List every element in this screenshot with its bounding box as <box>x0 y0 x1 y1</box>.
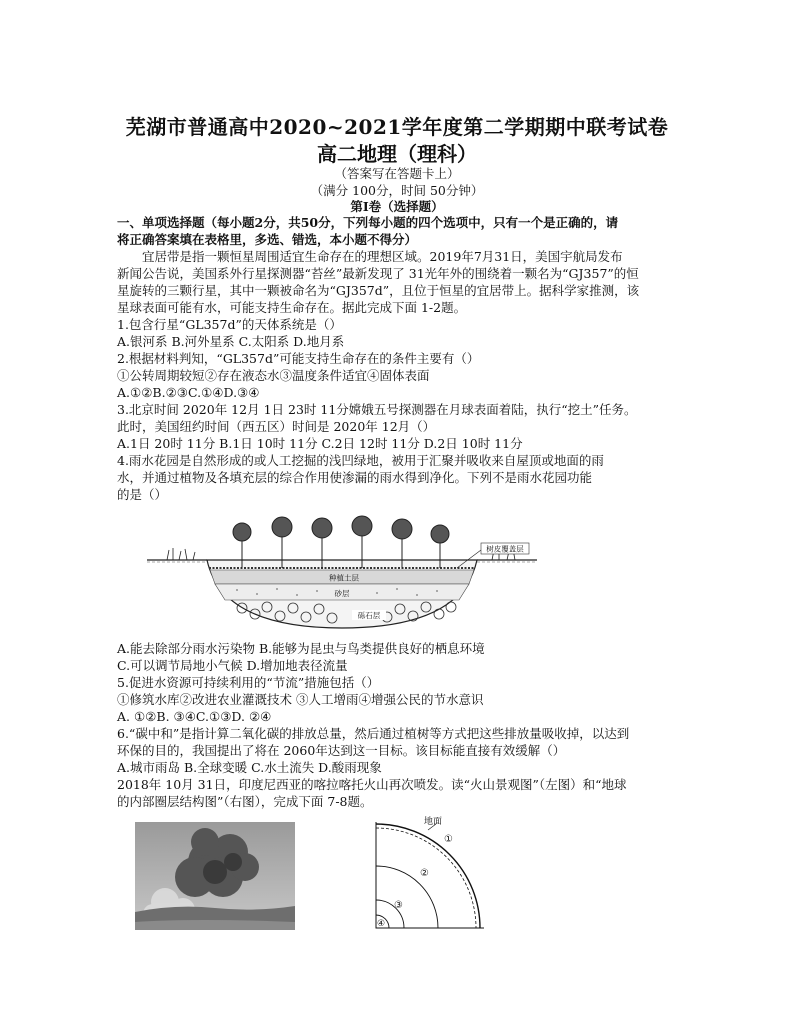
section-heading-line2: 将正确答案填在表格里，多选、错选，本小题不得分） <box>117 232 418 247</box>
q5-stem: 5.促进水资源可持续利用的“节流”措施包括（） <box>117 675 380 690</box>
plant-soil-label: 种植土层 <box>329 573 359 583</box>
q6-stem-line1: 6.“碳中和”是指计算二氧化碳的排放总量，然后通过植树等方式把这些排放量吸收掉，以达到 <box>117 726 630 741</box>
q4-stem-line3: 的是（） <box>117 487 168 502</box>
q3-options: A.1日 20时 11分 B.1日 10时 11分 C.2日 12时 11分 D.2日 10时 11分 <box>117 436 523 451</box>
sand-label: 砂层 <box>334 589 350 598</box>
q4-stem-line2: 水，并通过植物及各填充层的综合作用使渗漏的雨水得到净化。下列不是雨水花园功能 <box>117 470 593 485</box>
q3-stem-line2: 此时，美国纽约时间（西五区）时间是 2020年 12月（） <box>117 419 436 434</box>
q5-items: ①修筑水库②改进农业灌溉技术 ③人工增雨④增强公民的节水意识 <box>117 692 484 707</box>
layer-4-marker: ④ <box>377 919 386 929</box>
q1-options: A.银河系 B.河外星系 C.太阳系 D.地月系 <box>117 334 345 349</box>
q4-stem-line1: 4.雨水花园是自然形成的或人工挖掘的浅凹绿地，被用于汇聚并吸收来自屋顶或地面的雨 <box>117 453 604 468</box>
rain-garden-figure <box>147 510 537 630</box>
answer-note: （答案写在答题卡上） <box>334 166 460 181</box>
q3-stem-line1: 3.北京时间 2020年 12月 1日 23时 11分嫦娥五号探测器在月球表面着陆，执行“挖土”任务。 <box>117 402 637 417</box>
volcano-photo <box>135 822 295 930</box>
score-time-note: （满分 100分，时间 50分钟） <box>310 183 484 198</box>
passage2-line2: 的内部圈层结构图”（右图），完成下面 7-8题。 <box>117 794 373 809</box>
exam-title: 芜湖市普通高中2020~2021学年度第二学期期中联考试卷 <box>125 115 669 139</box>
q5-options: A. ①②B. ③④C.①③D. ②④ <box>117 709 272 724</box>
passage1-line2: 新闻公告说，美国系外行星探测器“苔丝”最新发现了 31光年外的围绕着一颗名为“GJ357”的恒 <box>117 266 639 281</box>
q4-options-line1: A.能去除部分雨水污染物 B.能够为昆虫与鸟类提供良好的栖息环境 <box>117 641 485 656</box>
layer-2-marker: ② <box>420 868 429 879</box>
exam-subject: 高二地理（理科） <box>317 142 477 166</box>
passage1-line4: 星球表面可能有水，可能支持生命存在。据此完成下面 1-2题。 <box>117 300 467 315</box>
section-heading-line1: 一、单项选择题（每小题2分，共50分，下列每小题的四个选项中，只有一个是正确的，请 <box>117 215 619 230</box>
passage1-line3: 星旋转的三颗行星，其中一颗被命名为“GJ357d”，且位于恒星的宜居带上。据科学家推测，该 <box>117 283 640 298</box>
q2-items: ①公转周期较短②存在液态水③温度条件适宜④固体表面 <box>117 368 430 383</box>
layer-3-marker: ③ <box>394 900 403 911</box>
earth-layers-figure <box>372 816 502 934</box>
figure-row <box>117 816 677 936</box>
gravel-label: 砾石层 <box>357 611 381 620</box>
q2-options: A.①②B.②③C.①④D.③④ <box>117 385 260 400</box>
passage1-line1: 宜居带是指一颗恒星周围适宜生命存在的理想区域。2019年7月31日，美国宇航局发布 <box>142 249 623 264</box>
q4-options-line2: C.可以调节局地小气候 D.增加地表径流量 <box>117 658 348 673</box>
volume-heading: 第I卷（选择题） <box>350 199 444 214</box>
bark-cover-label: 树皮覆盖层 <box>486 544 524 554</box>
q6-options: A.城市雨岛 B.全球变暖 C.水土流失 D.酸雨现象 <box>117 760 382 775</box>
q6-stem-line2: 环保的目的，我国提出了将在 2060年达到这一目标。该目标能直接有效缓解（） <box>117 743 566 758</box>
q1-stem: 1.包含行星“GL357d”的天体系统是（） <box>117 317 342 332</box>
question-body <box>117 214 677 936</box>
q2-stem: 2.根据材料判知，“GL357d”可能支持生命存在的条件主要有（） <box>117 351 480 366</box>
ground-label: 地面 <box>424 817 443 827</box>
passage2-line1: 2018年 10月 31日，印度尼西亚的喀拉喀托火山再次喷发。读“火山景观图”（左图）和“地球 <box>117 777 627 792</box>
layer-1-marker: ① <box>444 834 453 845</box>
